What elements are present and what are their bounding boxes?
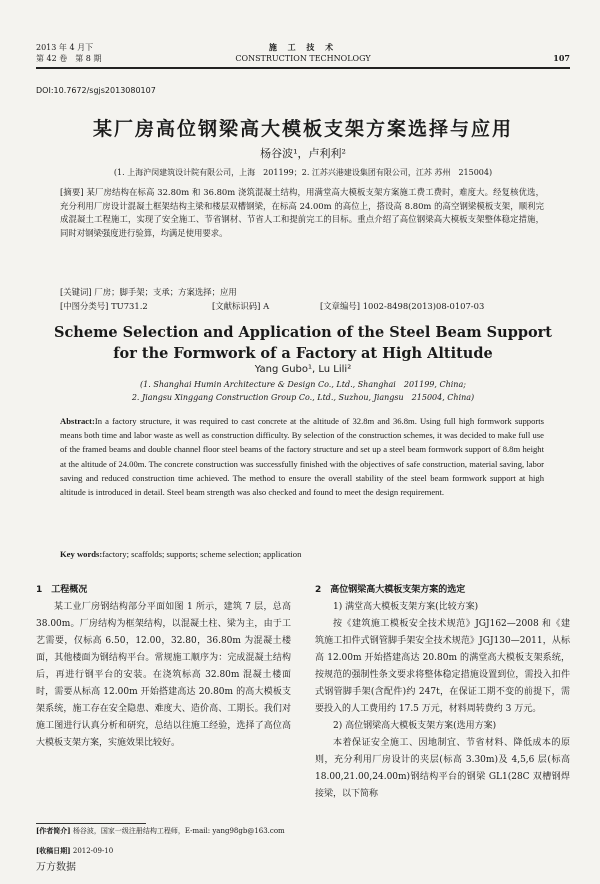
- abstract-en-text: In a factory structure, it was required to cast concrete at the altitude of 32.8m and 36.8m. Using full high formwork supports means both time and labor waste as well as construction difficulty. By selection of the construction schemes, it was decided to make full use of the framed beams and double channel floor steel beams of the factory structure and set up a steel beam formwork support of 8.8m height at the altitude of 24.00m. The concrete construction was successfully finished with the objectives of safe construction, material saving, labor saving and reduced construction time achieved. The method to ensure the overall stability of the steel beam formwork support at high altitude is introduced in detail. Steel beam strength was also checked and found to meet the design requirement.: [60, 416, 544, 498]
- section-1-heading: 1 工程概况: [36, 585, 88, 595]
- classification-code: [中图分类号] TU731.2: [60, 301, 148, 311]
- footnote-author: [36, 826, 291, 836]
- article-number: [文章编号] 1002-8498(2013)08-0107-03: [320, 301, 485, 311]
- abstract-cn-text: [摘要] 某厂房结构在标高 32.80m 和 36.80m 浇筑混凝土结构，用满堂高大模板支架方案施工费工费时，难度大。经复核优选，充分利用厂房设计混凝土框架结构主梁和楼层双槽钢梁，在标高 24.00m 的高位上，搭设高 8.80m 的高空钢梁模板支架，顺利完成混凝土工程施工，实现了安全施工、节省钢材、节省人工和提前完工的目标。重点介绍了高位钢梁高大模板支架整体稳定措施，同时对钢梁强度进行验算，均满足使用要求。: [60, 187, 544, 238]
- authors-en: Yang Gubo¹, Lu Lili²: [254, 364, 352, 375]
- keywords-en-label: Key words:: [60, 549, 103, 559]
- section-1-body: 某工业厂房钢结构部分平面如图 1 所示，建筑 7 层，总高 38.00m。厂房结构为框架结构，以混凝土柱、梁为主，由于工艺需要，仅标高 6.50，12.00，32.80，36.80m 为混凝土楼面，其他楼面为钢结构平台。常规施工顺序为：完成混凝土结构后，再进行钢平台的安装。在浇筑标高 32.80m 混凝土楼面时，需要从标高 12.00m 开始搭建高达 20.80m 的高大模板支架系统，施工存在安全隐患、难度大、造价高、工期长。我们对施工图进行认真分析和研究，总结以往施工经验，选择了高位高大模板支架方案，实施效果比较好。: [36, 602, 291, 748]
- watermark: 万方数据: [36, 862, 76, 873]
- authors-cn: 杨谷波¹，卢利利²: [260, 147, 346, 160]
- footnote-author-label: [作者简介]: [36, 826, 71, 835]
- keywords-en-text: factory; scaffolds; supports; scheme selection; application: [102, 549, 302, 559]
- section-2-sub2-body: 本着保证安全施工、因地制宜、节省材料、降低成本的原则，充分利用厂房设计的夹层(标高 3.30m)及 4,5,6 层(标高 18.00,21.00,24.00m)钢结构平台的钢梁 GL1(28C 双槽钢焊接梁，以下简称: [315, 738, 570, 799]
- footnote-date-label: [收稿日期]: [36, 846, 71, 855]
- issue-date: 2013 年 4 月下: [36, 43, 94, 52]
- abstract-en: [60, 414, 544, 499]
- section-2-sub1-body: 按《建筑施工模板安全技术规范》JGJ162—2008 和《建筑施工扣件式钢管脚手架安全技术规范》JGJ130—2011，从标高 12.00m 开始搭建高达 20.80m 的满堂高大模板支架系统，按规范的强制性条文要求将整体稳定措施设置到位，需投入扣件式钢管脚手架(含配件)约 247t，在保证工期不变的前提下，需要投入的人工费用约 17.5 万元，材料周转费约 3 万元。: [315, 619, 570, 714]
- running-header: [36, 42, 570, 68]
- section-2-sub1: 1) 满堂高大模板支架方案(比较方案): [333, 602, 479, 612]
- doi[interactable]: DOI:10.7672/sgjs2013080107: [36, 86, 156, 95]
- affiliation-en-1: (1. Shanghai Humin Architecture & Design Co., Ltd., Shanghai 201199, China;: [140, 380, 466, 389]
- abstract-en-label: Abstract:: [60, 416, 95, 426]
- footnote-date-text: 2012-09-10: [72, 847, 114, 855]
- footnote-author-text: 杨谷波，国家一级注册结构工程师，E-mail: yang98gb@163.com: [72, 827, 285, 835]
- keywords-cn-text: [关键词] 厂房；脚手架；支承；方案选择；应用: [60, 287, 237, 297]
- page-number: 107: [553, 53, 570, 63]
- footnote-rule: [36, 823, 146, 824]
- footnote-date: [36, 846, 291, 856]
- section-2-sub2: 2) 高位钢梁高大模板支架方案(选用方案): [333, 721, 497, 731]
- body-column-left: [36, 582, 291, 752]
- title-en-line1: Scheme Selection and Application of the Steel Beam Support: [54, 324, 552, 341]
- journal-name: [36, 42, 570, 64]
- title-en: [36, 322, 570, 364]
- title-en-line2: for the Formwork of a Factory at High Altitude: [113, 345, 493, 362]
- keywords-en: [60, 549, 544, 559]
- body-column-right: [315, 582, 570, 803]
- issue-volume: 第 42 卷 第 8 期: [36, 54, 102, 63]
- section-2-heading: 2 高位钢梁高大模板支架方案的选定: [315, 585, 466, 595]
- document-code: [文献标识码] A: [212, 301, 270, 311]
- journal-name-cn: 施 工 技 术: [268, 42, 338, 52]
- abstract-cn: [60, 186, 544, 240]
- header-rule: [36, 67, 570, 69]
- affiliation-cn: (1. 上海沪闵建筑设计院有限公司，上海 201199；2. 江苏兴港建设集团有限公司，江苏 苏州 215004): [113, 168, 493, 177]
- journal-name-en: CONSTRUCTION TECHNOLOGY: [235, 54, 371, 63]
- affiliation-en-2: 2. Jiangsu Xinggang Construction Group Co., Ltd., Suzhou, Jiangsu 215004, China): [131, 393, 475, 402]
- title-cn: 某厂房高位钢梁高大模板支架方案选择与应用: [92, 118, 513, 140]
